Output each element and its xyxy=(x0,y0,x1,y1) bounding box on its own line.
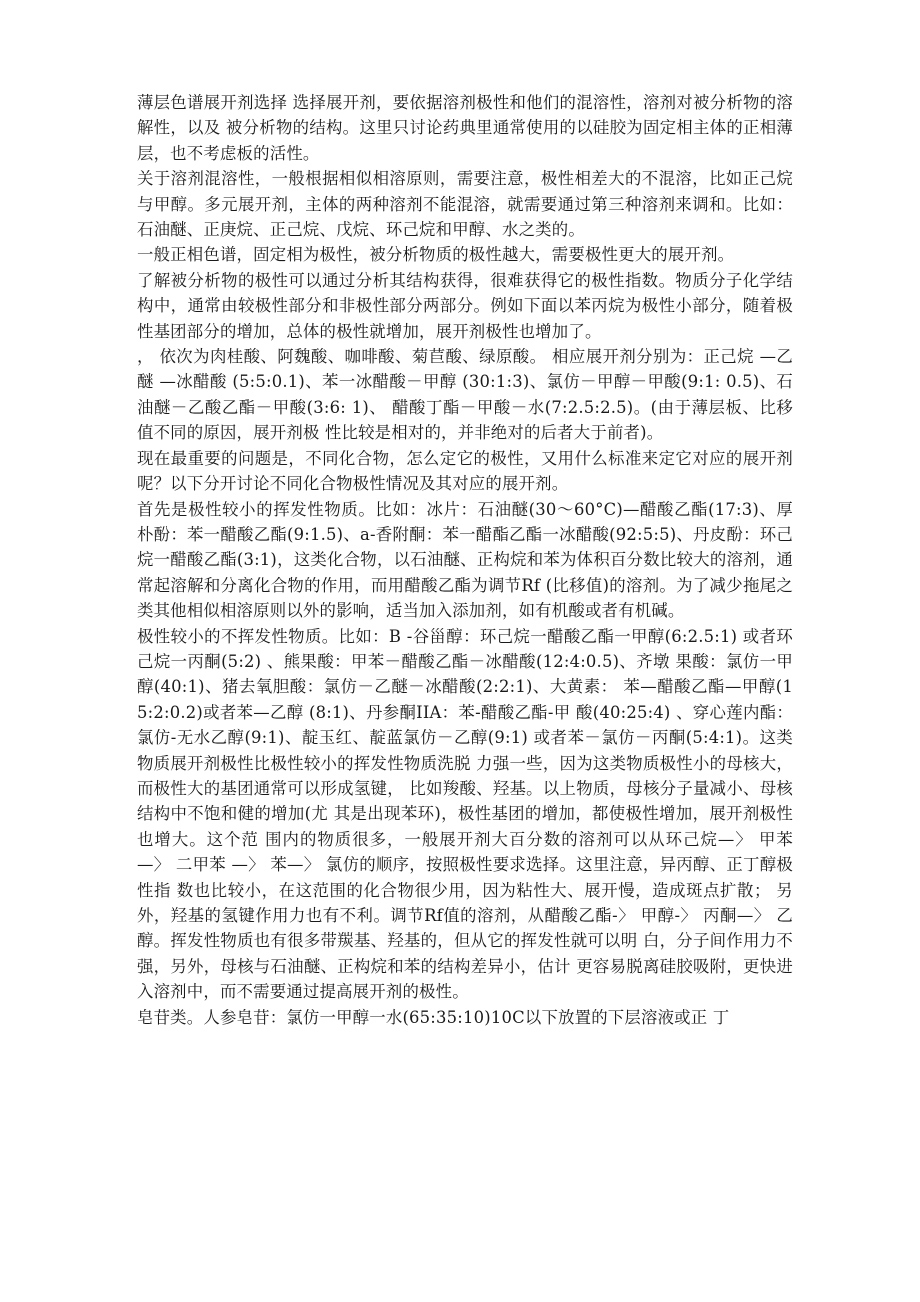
paragraph-solvent-miscibility: 关于溶剂混溶性，一般根据相似相溶原则，需要注意，极性相差大的不混溶，比如正己烷与甲醇。多元展开剂，主体的两种溶剂不能混溶，就需要通过第三种溶剂来调和。比如：石油醚、正庚烷、正己烷、戊烷、环己烷和甲醇、水之类的。 xyxy=(137,169,793,240)
paragraph-key-question: 现在最重要的问题是，不同化合物，怎么定它的极性，又用什么标准来定它对应的展开剂呢？以下分开讨论不同化合物极性情况及其对应的展开剂。 xyxy=(137,448,793,494)
paragraph-examples-acids: ， 依次为肉桂酸、阿魏酸、咖啡酸、菊苣酸、绿原酸。 相应展开剂分别为：正己烷 —乙醚 —冰醋酸 (5:5:0.1)、苯一冰醋酸－甲醇 (30:1:3)、氯仿－甲醇－甲酸(9:1: 0.5)、石油醚－乙酸乙酯－甲酸(3:6: 1)、 醋酸丁酯－甲酸－水(7:2.5:2.5)。(由于薄层板、比移值不同的原因，展开剂极 性比较是相对的，并非绝对的后者大于前者)。 xyxy=(137,347,793,443)
paragraph-structure-polarity: 了解被分析物的极性可以通过分析其结构获得，很难获得它的极性指数。物质分子化学结构中，通常由较极性部分和非极性部分两部分。例如下面以苯丙烷为极性小部分，随着极性基团部分的增加，总体的极性就增加，展开剂极性也增加了。 xyxy=(137,270,793,341)
document-body xyxy=(137,90,793,1030)
paragraph-nonvolatile-low-polarity: 极性较小的不挥发性物质。比如：B -谷甾醇：环己烷一醋酸乙酯一甲醇(6:2.5:1) 或者环己烷一丙酮(5:2) 、熊果酸：甲苯－醋酸乙酯－冰醋酸(12:4:0.5)、齐墩 果酸：氯仿一甲醇(40:1)、猪去氧胆酸：氯仿－乙醚－冰醋酸(2:2:1)、大黄素： 苯—醋酸乙酯—甲醇(15:2:0.2)或者苯—乙醇 (8:1)、丹参酮IIA：苯-醋酸乙酯-甲 酸(40:25:4) 、穿心莲内酯：氯仿-无水乙醇(9:1)、靛玉红、靛蓝氯仿－乙醇(9:1) 或者苯－氯仿－丙酮(5:4:1)。这类物质展开剂极性比极性较小的挥发性物质洗脱 力强一些，因为这类物质极性小的母核大，而极性大的基团通常可以形成氢键， 比如羧酸、羟基。以上物质，母核分子量减小、母核结构中不饱和健的增加(尤 其是出现苯环)，极性基团的增加，都使极性增加，展开剂极性也增大。这个范 围内的物质很多，一般展开剂大百分数的溶剂可以从环己烷—〉 甲苯—〉 二甲苯 —〉 苯—〉 氯仿的顺序，按照极性要求选择。这里注意，异丙醇、正丁醇极性指 数也比较小，在这范围的化合物很少用，因为粘性大、展开慢，造成斑点扩散； 另外，羟基的氢键作用力也有不利。调节Rf值的溶剂，从醋酸乙酯-〉 甲醇-〉 丙酮—〉 乙醇。挥发性物质也有很多带羰基、羟基的，但从它的挥发性就可以明 白，分子间作用力不强，另外，母核与石油醚、正构烷和苯的结构差异小，估计 更容易脱离硅胶吸附，更快进入溶剂中，而不需要通过提高展开剂的极性。 xyxy=(137,626,793,1002)
paragraph-volatile-low-polarity: 首先是极性较小的挥发性物质。比如：冰片：石油醚(30～60°C)—醋酸乙酯(17:3)、厚朴酚：苯一醋酸乙酯(9:1.5)、a-香附酮：苯一醋酯乙酯一冰醋酸(92:5:5)、丹皮酚：环己烷一醋酸乙酯(3:1)，这类化合物，以石油醚、正构烷和苯为体积百分数比较大的溶剂，通常起溶解和分离化合物的作用，而用醋酸乙酯为调节Rf (比移值)的溶剂。为了减少拖尾之类其他相似相溶原则以外的影响，适当加入添加剂，如有机酸或者有机碱。 xyxy=(137,499,793,621)
paragraph-normal-phase: 一般正相色谱，固定相为极性，被分析物质的极性越大，需要极性更大的展开剂。 xyxy=(137,245,735,265)
paragraph-saponins: 皂苷类。人参皂苷：氯仿一甲醇一水(65:35:10)10C以下放置的下层溶液或正 丁 xyxy=(137,1007,730,1027)
paragraph-intro: 薄层色谱展开剂选择 选择展开剂，要依据溶剂极性和他们的混溶性，溶剂对被分析物的溶解性，以及 被分析物的结构。这里只讨论药典里通常使用的以硅胶为固定相主体的正相薄 层，也不考虑板的活性。 xyxy=(137,93,793,163)
